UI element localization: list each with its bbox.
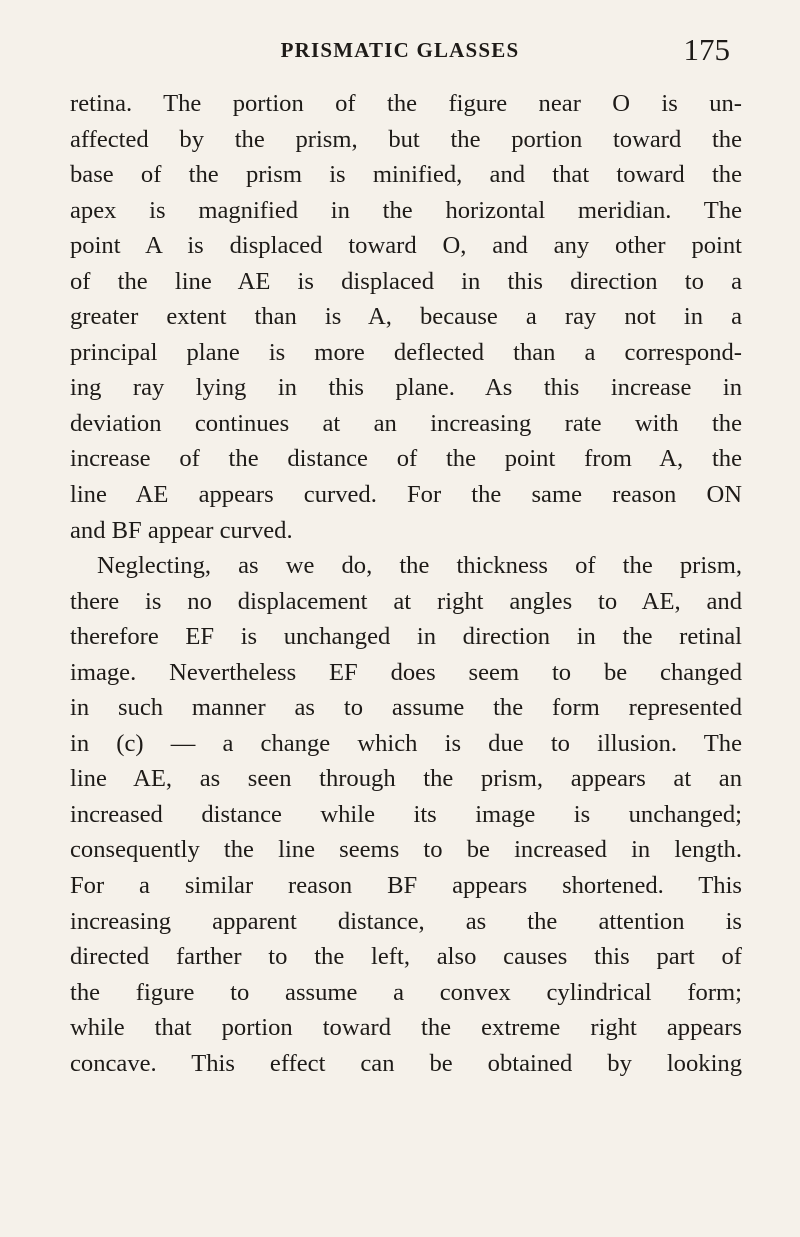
text-line: base of the prism is minified, and that toward the	[70, 161, 742, 189]
text-line: while that portion toward the extreme right appears	[70, 1014, 742, 1042]
text-line: in such manner as to assume the form represented	[70, 694, 742, 722]
text-line: retina. The portion of the figure near O is un-	[70, 90, 742, 117]
text-line: of the line AE is displaced in this direction to a	[70, 267, 742, 295]
text-line: image. Nevertheless EF does seem to be changed	[70, 658, 742, 686]
text-line: consequently the line seems to be increased in length.	[70, 836, 742, 864]
text-line: therefore EF is unchanged in direction in the retinal	[70, 623, 742, 651]
running-title: PRISMATIC GLASSES	[280, 38, 520, 62]
text-line: line AE, as seen through the prism, appears at an	[70, 765, 742, 793]
text-line: greater extent than is A, because a ray not in a	[70, 303, 742, 331]
text-line: in (c) — a change which is due to illusion. The	[70, 729, 742, 757]
text-line: principal plane is more deflected than a correspond-	[70, 338, 742, 366]
text-line: concave. This effect can be obtained by looking	[70, 1049, 742, 1077]
text-line: directed farther to the left, also causes this part of	[70, 943, 742, 971]
page-number: 175	[683, 32, 730, 67]
text-line: deviation continues at an increasing rate with the	[70, 409, 742, 437]
text-line: increased distance while its image is unchanged;	[70, 800, 742, 828]
text-line: there is no displacement at right angles to AE, and	[70, 587, 742, 615]
text-line: increase of the distance of the point from A, the	[70, 445, 742, 473]
text-line: affected by the prism, but the portion toward the	[70, 125, 742, 153]
text-line: line AE appears curved. For the same reason ON	[70, 481, 742, 509]
text-line: apex is magnified in the horizontal meridian. The	[70, 196, 742, 224]
text-line: Neglecting, as we do, the thickness of the prism,	[97, 552, 742, 580]
text-line: the figure to assume a convex cylindrical form;	[70, 978, 742, 1006]
running-head	[70, 32, 730, 72]
text-line: point A is displaced toward O, and any other point	[70, 232, 742, 260]
text-line: ing ray lying in this plane. As this increase in	[70, 374, 742, 402]
text-line: increasing apparent distance, as the attention is	[70, 907, 742, 935]
text-line: and BF appear curved.	[70, 516, 293, 544]
text-line: For a similar reason BF appears shortened. This	[70, 872, 742, 900]
body-text	[70, 86, 742, 1081]
